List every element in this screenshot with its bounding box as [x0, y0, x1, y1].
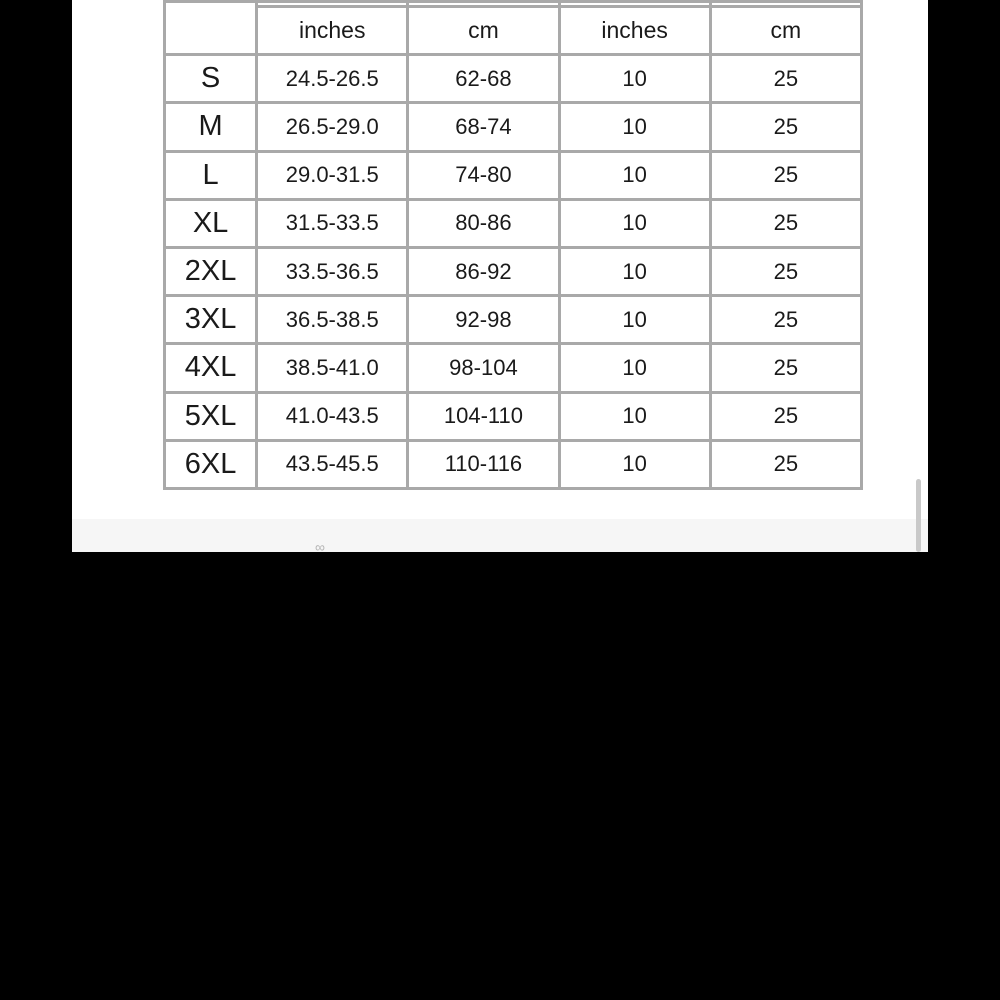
size-cell: S [165, 55, 257, 103]
unit-header-cell: cm [710, 7, 861, 55]
table-row [165, 296, 862, 344]
measurement-cell: 25 [710, 151, 861, 199]
size-cell: 2XL [165, 247, 257, 295]
measurement-cell: 86-92 [408, 247, 559, 295]
measurement-cell: 43.5-45.5 [257, 440, 408, 488]
footer-strip [72, 519, 928, 552]
measurement-cell: 33.5-36.5 [257, 247, 408, 295]
measurement-cell: 10 [559, 247, 710, 295]
measurement-cell: 25 [710, 55, 861, 103]
table-row [165, 392, 862, 440]
partial-icon: ∞ [315, 542, 325, 552]
measurement-cell: 41.0-43.5 [257, 392, 408, 440]
size-cell: 3XL [165, 296, 257, 344]
table-row [165, 151, 862, 199]
size-chart-table [163, 0, 863, 490]
unit-header-cell: inches [559, 7, 710, 55]
measurement-cell: 25 [710, 392, 861, 440]
measurement-cell: 10 [559, 392, 710, 440]
measurement-cell: 68-74 [408, 103, 559, 151]
unit-header-cell: cm [408, 7, 559, 55]
measurement-cell: 80-86 [408, 199, 559, 247]
measurement-cell: 29.0-31.5 [257, 151, 408, 199]
measurement-cell: 25 [710, 103, 861, 151]
measurement-cell: 36.5-38.5 [257, 296, 408, 344]
measurement-cell: 25 [710, 440, 861, 488]
size-cell: XL [165, 199, 257, 247]
measurement-cell: 104-110 [408, 392, 559, 440]
measurement-cell: 74-80 [408, 151, 559, 199]
size-cell: L [165, 151, 257, 199]
scrollbar-thumb[interactable] [916, 479, 921, 552]
measurement-cell: 10 [559, 296, 710, 344]
measurement-cell: 92-98 [408, 296, 559, 344]
measurement-cell: 38.5-41.0 [257, 344, 408, 392]
measurement-cell: 25 [710, 199, 861, 247]
measurement-cell: 25 [710, 247, 861, 295]
measurement-cell: 98-104 [408, 344, 559, 392]
measurement-cell: 110-116 [408, 440, 559, 488]
size-cell: 5XL [165, 392, 257, 440]
size-cell: M [165, 103, 257, 151]
table-row [165, 440, 862, 488]
screenshot-viewport [72, 0, 928, 552]
measurement-cell: 10 [559, 344, 710, 392]
measurement-cell: 10 [559, 55, 710, 103]
table-row [165, 344, 862, 392]
table-row [165, 247, 862, 295]
measurement-cell: 24.5-26.5 [257, 55, 408, 103]
size-cell: 6XL [165, 440, 257, 488]
measurement-cell: 25 [710, 296, 861, 344]
measurement-cell: 62-68 [408, 55, 559, 103]
size-column-header [165, 2, 257, 55]
measurement-cell: 10 [559, 440, 710, 488]
measurement-cell: 10 [559, 151, 710, 199]
table-row [165, 103, 862, 151]
table-row [165, 199, 862, 247]
measurement-cell: 26.5-29.0 [257, 103, 408, 151]
measurement-cell: 10 [559, 199, 710, 247]
unit-header-row [165, 7, 862, 55]
measurement-cell: 25 [710, 344, 861, 392]
size-cell: 4XL [165, 344, 257, 392]
unit-header-cell: inches [257, 7, 408, 55]
measurement-cell: 31.5-33.5 [257, 199, 408, 247]
measurement-cell: 10 [559, 103, 710, 151]
table-row [165, 55, 862, 103]
